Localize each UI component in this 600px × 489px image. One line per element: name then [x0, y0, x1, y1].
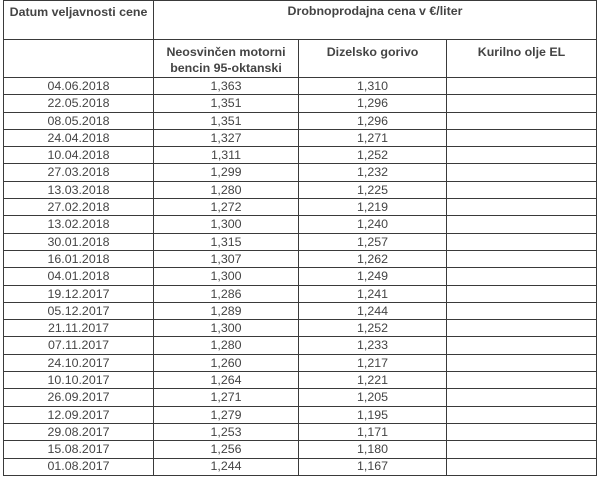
diesel-price-cell: 1,271 [299, 129, 447, 146]
heating-oil-price-cell [447, 95, 597, 112]
table-row [4, 216, 597, 233]
date-cell: 04.06.2018 [4, 78, 154, 95]
date-cell: 15.08.2017 [4, 441, 154, 458]
date-column-header: Datum veljavnosti cene [4, 1, 154, 40]
petrol-price-cell: 1,289 [154, 302, 299, 319]
table-row [4, 285, 597, 302]
heating-oil-price-cell [447, 199, 597, 216]
heating-oil-price-cell [447, 372, 597, 389]
petrol-price-cell: 1,307 [154, 250, 299, 267]
heating-oil-price-cell [447, 285, 597, 302]
heating-oil-price-cell [447, 78, 597, 95]
diesel-price-cell: 1,252 [299, 320, 447, 337]
diesel-price-cell: 1,262 [299, 250, 447, 267]
petrol-price-cell: 1,300 [154, 320, 299, 337]
diesel-price-cell: 1,219 [299, 199, 447, 216]
petrol-price-cell: 1,327 [154, 129, 299, 146]
heating-oil-price-cell [447, 406, 597, 423]
table-row [4, 268, 597, 285]
diesel-price-cell: 1,233 [299, 337, 447, 354]
table-row [4, 406, 597, 423]
table-row [4, 389, 597, 406]
heating-oil-price-cell [447, 389, 597, 406]
table-row [4, 129, 597, 146]
diesel-price-cell: 1,310 [299, 78, 447, 95]
diesel-price-cell: 1,296 [299, 112, 447, 129]
date-cell: 22.05.2018 [4, 95, 154, 112]
diesel-price-cell: 1,241 [299, 285, 447, 302]
petrol-price-cell: 1,256 [154, 441, 299, 458]
petrol-price-cell: 1,311 [154, 147, 299, 164]
table-row [4, 181, 597, 198]
petrol-price-cell: 1,299 [154, 164, 299, 181]
heating-oil-price-cell [447, 129, 597, 146]
petrol-price-cell: 1,253 [154, 423, 299, 440]
table-row [4, 112, 597, 129]
heating-oil-price-cell [447, 268, 597, 285]
table-row [4, 458, 597, 475]
table-row [4, 337, 597, 354]
petrol-price-cell: 1,280 [154, 337, 299, 354]
fuel-price-table [3, 0, 597, 476]
petrol-price-cell: 1,315 [154, 233, 299, 250]
petrol-price-cell: 1,351 [154, 112, 299, 129]
petrol-column-header: Neosvinčen motorni bencin 95-oktanski [154, 40, 299, 78]
table-row [4, 441, 597, 458]
table-row [4, 95, 597, 112]
date-cell: 07.11.2017 [4, 337, 154, 354]
date-cell: 24.04.2018 [4, 129, 154, 146]
date-cell: 05.12.2017 [4, 302, 154, 319]
heating-oil-price-cell [447, 458, 597, 475]
diesel-price-cell: 1,221 [299, 372, 447, 389]
heating-oil-price-cell [447, 250, 597, 267]
diesel-price-cell: 1,171 [299, 423, 447, 440]
diesel-price-cell: 1,195 [299, 406, 447, 423]
diesel-column-header: Dizelsko gorivo [299, 40, 447, 78]
date-cell: 30.01.2018 [4, 233, 154, 250]
heating-oil-price-cell [447, 164, 597, 181]
date-cell: 13.02.2018 [4, 216, 154, 233]
diesel-price-cell: 1,257 [299, 233, 447, 250]
heating-oil-price-cell [447, 302, 597, 319]
diesel-price-cell: 1,240 [299, 216, 447, 233]
petrol-price-cell: 1,271 [154, 389, 299, 406]
heating-oil-column-header: Kurilno olje EL [447, 40, 597, 78]
heating-oil-price-cell [447, 112, 597, 129]
table-row [4, 164, 597, 181]
diesel-price-cell: 1,225 [299, 181, 447, 198]
diesel-price-cell: 1,252 [299, 147, 447, 164]
table-body [4, 78, 597, 476]
diesel-price-cell: 1,244 [299, 302, 447, 319]
heating-oil-price-cell [447, 216, 597, 233]
date-cell: 27.02.2018 [4, 199, 154, 216]
petrol-price-cell: 1,286 [154, 285, 299, 302]
price-group-header: Drobnoprodajna cena v €/liter [154, 1, 597, 40]
date-cell: 19.12.2017 [4, 285, 154, 302]
petrol-price-cell: 1,264 [154, 372, 299, 389]
petrol-price-cell: 1,260 [154, 354, 299, 371]
date-cell: 04.01.2018 [4, 268, 154, 285]
petrol-price-cell: 1,280 [154, 181, 299, 198]
diesel-price-cell: 1,180 [299, 441, 447, 458]
table-row [4, 354, 597, 371]
petrol-price-cell: 1,351 [154, 95, 299, 112]
table-row [4, 372, 597, 389]
table-row [4, 423, 597, 440]
date-cell: 29.08.2017 [4, 423, 154, 440]
date-cell: 16.01.2018 [4, 250, 154, 267]
petrol-price-cell: 1,279 [154, 406, 299, 423]
date-cell: 10.10.2017 [4, 372, 154, 389]
heating-oil-price-cell [447, 320, 597, 337]
date-cell: 26.09.2017 [4, 389, 154, 406]
blank-header-cell [4, 40, 154, 78]
date-cell: 13.03.2018 [4, 181, 154, 198]
table-row [4, 199, 597, 216]
table-row [4, 233, 597, 250]
diesel-price-cell: 1,217 [299, 354, 447, 371]
date-cell: 10.04.2018 [4, 147, 154, 164]
petrol-price-cell: 1,363 [154, 78, 299, 95]
heating-oil-price-cell [447, 147, 597, 164]
diesel-price-cell: 1,249 [299, 268, 447, 285]
date-cell: 27.03.2018 [4, 164, 154, 181]
date-cell: 12.09.2017 [4, 406, 154, 423]
table-row [4, 78, 597, 95]
table-row [4, 320, 597, 337]
heating-oil-price-cell [447, 233, 597, 250]
date-cell: 24.10.2017 [4, 354, 154, 371]
diesel-price-cell: 1,205 [299, 389, 447, 406]
petrol-price-cell: 1,272 [154, 199, 299, 216]
diesel-price-cell: 1,232 [299, 164, 447, 181]
heating-oil-price-cell [447, 441, 597, 458]
petrol-price-cell: 1,300 [154, 268, 299, 285]
heating-oil-price-cell [447, 423, 597, 440]
table-row [4, 250, 597, 267]
date-cell: 21.11.2017 [4, 320, 154, 337]
petrol-price-cell: 1,300 [154, 216, 299, 233]
heating-oil-price-cell [447, 181, 597, 198]
table-row [4, 302, 597, 319]
date-cell: 08.05.2018 [4, 112, 154, 129]
date-cell: 01.08.2017 [4, 458, 154, 475]
petrol-price-cell: 1,244 [154, 458, 299, 475]
heating-oil-price-cell [447, 354, 597, 371]
diesel-price-cell: 1,296 [299, 95, 447, 112]
table-row [4, 147, 597, 164]
diesel-price-cell: 1,167 [299, 458, 447, 475]
heating-oil-price-cell [447, 337, 597, 354]
